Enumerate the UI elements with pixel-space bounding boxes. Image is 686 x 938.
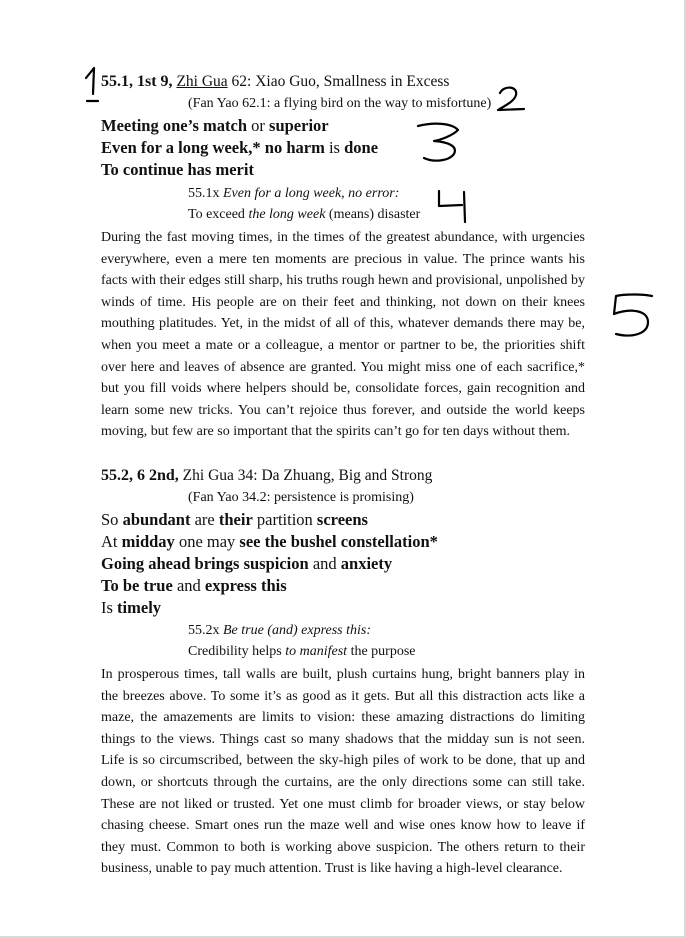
note-run: the long week [248,207,326,222]
verse-run: partition [252,510,317,529]
verse-run: abundant [122,510,191,529]
zhi-gua-link[interactable]: Zhi Gua [176,73,228,90]
verse-line [101,597,585,619]
verse-line [101,115,585,137]
section2-heading [101,466,585,486]
note-italic: Be true (and) express this: [223,623,371,638]
section2-heading-rest: Zhi Gua 34: Da Zhuang, Big and Strong [178,467,433,484]
verse-run: midday [121,532,175,551]
verse-run: To continue has merit [101,160,254,179]
annotation-3 [412,120,468,166]
note-prefix: 55.2x [188,623,223,638]
section2-verse [101,509,585,619]
verse-run: timely [117,598,162,617]
annotation-2 [494,84,530,114]
verse-line [101,159,585,181]
verse-run: or [247,116,270,135]
annotation-4 [434,186,474,226]
note-run: to manifest [285,644,348,659]
verse-line [101,531,585,553]
section2-number: 55.2, 6 2nd, [101,467,179,484]
note-prefix: 55.1x [188,186,223,201]
section1-commentary: During the fast moving times, in the times of the greatest abundance, with urgencies everywhere, even a mere ten moments are precious in value. The prince wants his facts with their edges still sharp, his truths rough hewn and provisional, unpolished by winds of time. His people are on their feet and thinking, not down on their knees mouthing platitudes. Yet, in the midst of all of this, whatever demands there may be, when you meet a mate or a colleague, a mentor or partner to be, the priorities shift over here and leaves of absence are granted. You might miss one of each sacrifice,* but you fill voids where helpers should be, consolidate forces, gain recognition and learn some new tricks. You can’t rejoice thus forever, and outside the world keeps moving, but few are so important that the spirits can’t go for ten days without them. [101,230,585,440]
verse-run: To be true [101,576,173,595]
section1-heading-rest: 62: Xiao Guo, Smallness in Excess [227,73,450,90]
section1-note-line2 [188,204,420,225]
verse-run: Meeting one’s match [101,116,248,135]
verse-run: Is [101,598,118,617]
verse-run: superior [269,116,329,135]
verse-run: anxiety [340,554,393,573]
section1-fan-yao: (Fan Yao 62.1: a flying bird on the way to misfortune) [188,96,492,111]
verse-run: see the bushel constellation* [239,532,438,551]
section1-number: 55.1, 1st 9, [101,73,173,90]
verse-run: screens [316,510,368,529]
verse-run: express this [204,576,287,595]
section2-commentary: In prosperous times, tall walls are built, plush curtains hung, bright banners play in the breezes above. To some it’s as good as it gets. But all this distraction acts like a maze, the amazements are limits to vision: these amazing distractions do limiting things to the views. Things cast so many shadows that the midday sun is not seen. Life is so circumscribed, between the sky-high piles of work to be done, that up and down, or shortcuts through the curtains, are the only directions some can still take. These are not liked or trusted. Yet one must climb for broader views, or stay below chasing cheese. Smart ones run the maze well and wise ones know how to leave if they must. Common to both is working above suspicion. The others return to their business, unable to pay much attention. Trust is like having a high-level clearance. [101,667,585,877]
verse-line [101,575,585,597]
verse-line [101,137,585,159]
note-run: To exceed [188,207,249,222]
verse-run: and [308,554,341,573]
section2-note-line1 [188,620,371,641]
annotation-1 [80,64,104,106]
verse-line [101,509,585,531]
verse-run: done [344,138,379,157]
verse-run: no harm [264,138,325,157]
verse-run: So [101,510,123,529]
verse-run: are [190,510,219,529]
note-run: Credibility helps [188,644,286,659]
verse-run: Even for a long week,* [101,138,265,157]
annotation-5 [602,288,660,346]
verse-run: is [324,138,345,157]
section2-note-line2 [188,641,416,662]
section2-fan-yao: (Fan Yao 34.2: persistence is promising) [188,490,414,505]
verse-run: At [101,532,122,551]
verse-line [101,553,585,575]
section1-verse [101,115,585,181]
verse-run: one may [174,532,240,551]
note-run: the purpose [347,644,416,659]
section1-note-line1 [188,183,399,204]
note-italic: Even for a long week, no error: [223,186,400,201]
verse-run: their [218,510,253,529]
verse-run: and [172,576,205,595]
note-run: (means) disaster [325,207,421,222]
verse-run: Going ahead brings suspicion [101,554,309,573]
